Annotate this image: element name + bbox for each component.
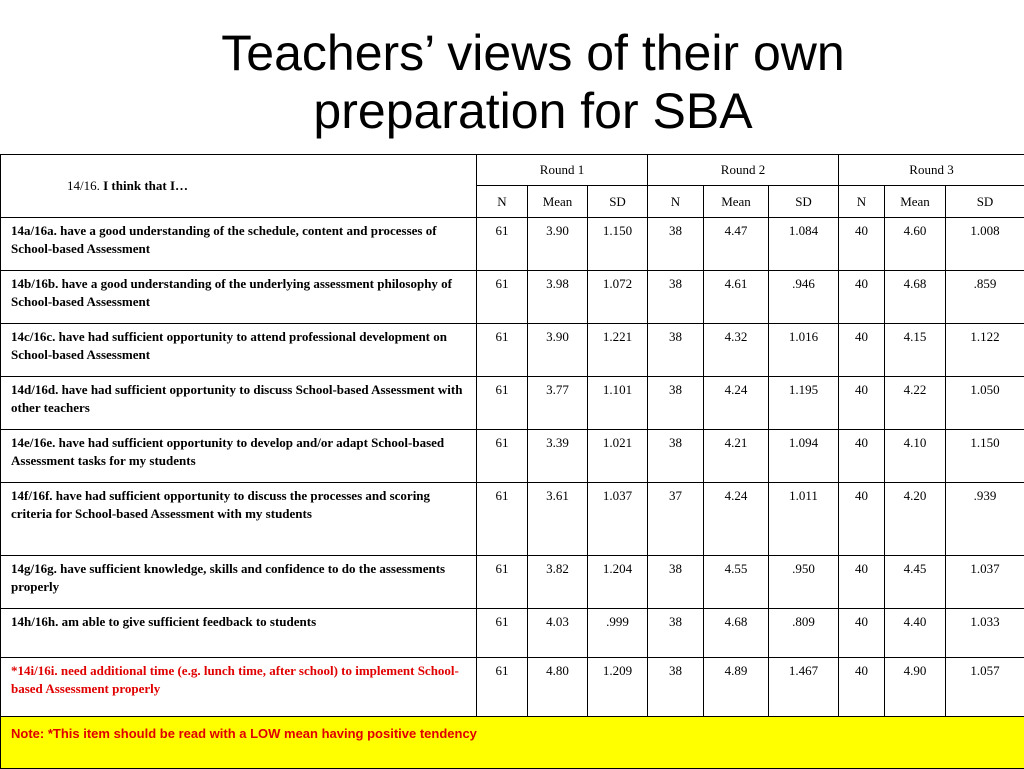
item-description: 14c/16c. have had sufficient opportunity to attend professional development on School-based Assessment: [1, 324, 477, 377]
value-cell: 1.221: [588, 324, 648, 377]
value-cell: 4.22: [885, 377, 946, 430]
value-cell: 4.03: [528, 609, 588, 658]
value-cell: 38: [648, 377, 704, 430]
value-cell: 1.021: [588, 430, 648, 483]
value-cell: 4.20: [885, 483, 946, 556]
table-row: [1, 609, 1024, 658]
value-cell: 40: [839, 556, 885, 609]
value-cell: 61: [477, 658, 528, 717]
value-cell: 61: [477, 609, 528, 658]
value-cell: 38: [648, 324, 704, 377]
value-cell: .939: [946, 483, 1024, 556]
table-row: [1, 271, 1024, 324]
header-item-label: [1, 155, 477, 218]
value-cell: 1.195: [769, 377, 839, 430]
value-cell: 4.68: [704, 609, 769, 658]
value-cell: 4.55: [704, 556, 769, 609]
note-row: [1, 717, 1024, 769]
value-cell: .859: [946, 271, 1024, 324]
value-cell: 3.39: [528, 430, 588, 483]
value-cell: 4.80: [528, 658, 588, 717]
value-cell: 4.90: [885, 658, 946, 717]
column-header: SD: [769, 186, 839, 218]
item-description: *14i/16i. need additional time (e.g. lunch time, after school) to implement School-based Assessment properly: [1, 658, 477, 717]
value-cell: 1.094: [769, 430, 839, 483]
column-header: Mean: [885, 186, 946, 218]
table-body: [1, 218, 1024, 717]
slide-title-line-2: preparation for SBA: [42, 82, 1024, 140]
value-cell: 4.21: [704, 430, 769, 483]
value-cell: 1.150: [588, 218, 648, 271]
column-header: SD: [946, 186, 1024, 218]
value-cell: 1.037: [946, 556, 1024, 609]
table-row: [1, 430, 1024, 483]
round-2-header: Round 2: [648, 155, 839, 186]
value-cell: 1.011: [769, 483, 839, 556]
column-header: N: [839, 186, 885, 218]
item-description: 14f/16f. have had sufficient opportunity to discuss the processes and scoring criteria for School-based Assessment with my students: [1, 483, 477, 556]
table-row: [1, 483, 1024, 556]
value-cell: 1.101: [588, 377, 648, 430]
value-cell: 38: [648, 556, 704, 609]
header-prefix: 14/16.: [67, 178, 103, 193]
note-text: Note: *This item should be read with a LOW mean having positive tendency: [1, 717, 1024, 769]
value-cell: 1.016: [769, 324, 839, 377]
table-row: [1, 324, 1024, 377]
value-cell: 61: [477, 483, 528, 556]
item-description: 14d/16d. have had sufficient opportunity to discuss School-based Assessment with other teachers: [1, 377, 477, 430]
table-row: [1, 377, 1024, 430]
value-cell: 1.467: [769, 658, 839, 717]
slide-title: [0, 24, 1024, 140]
value-cell: .809: [769, 609, 839, 658]
value-cell: 40: [839, 377, 885, 430]
value-cell: 40: [839, 271, 885, 324]
value-cell: .950: [769, 556, 839, 609]
item-description: 14b/16b. have a good understanding of the underlying assessment philosophy of School-based Assessment: [1, 271, 477, 324]
table-row: [1, 218, 1024, 271]
value-cell: 38: [648, 430, 704, 483]
round-1-header: Round 1: [477, 155, 648, 186]
value-cell: 1.084: [769, 218, 839, 271]
value-cell: 4.24: [704, 483, 769, 556]
value-cell: 40: [839, 658, 885, 717]
value-cell: 4.32: [704, 324, 769, 377]
value-cell: 4.47: [704, 218, 769, 271]
value-cell: 61: [477, 218, 528, 271]
header-row-rounds: [1, 155, 1024, 186]
value-cell: 3.90: [528, 218, 588, 271]
value-cell: 1.204: [588, 556, 648, 609]
value-cell: .946: [769, 271, 839, 324]
value-cell: 4.15: [885, 324, 946, 377]
item-description: 14a/16a. have a good understanding of the schedule, content and processes of School-based Assessment: [1, 218, 477, 271]
value-cell: 4.24: [704, 377, 769, 430]
value-cell: 4.60: [885, 218, 946, 271]
value-cell: 38: [648, 271, 704, 324]
value-cell: 61: [477, 430, 528, 483]
column-header: N: [477, 186, 528, 218]
value-cell: 61: [477, 271, 528, 324]
value-cell: 37: [648, 483, 704, 556]
round-3-header: Round 3: [839, 155, 1024, 186]
value-cell: 1.072: [588, 271, 648, 324]
header-label-text: I think that I…: [103, 178, 188, 193]
value-cell: 4.10: [885, 430, 946, 483]
value-cell: 3.82: [528, 556, 588, 609]
value-cell: 1.057: [946, 658, 1024, 717]
value-cell: 40: [839, 430, 885, 483]
value-cell: 40: [839, 609, 885, 658]
value-cell: 1.008: [946, 218, 1024, 271]
column-header: Mean: [704, 186, 769, 218]
value-cell: 4.61: [704, 271, 769, 324]
value-cell: 40: [839, 218, 885, 271]
column-header: SD: [588, 186, 648, 218]
value-cell: 1.209: [588, 658, 648, 717]
value-cell: 4.45: [885, 556, 946, 609]
value-cell: 1.150: [946, 430, 1024, 483]
results-table: [0, 154, 1024, 769]
value-cell: 61: [477, 377, 528, 430]
value-cell: 3.61: [528, 483, 588, 556]
value-cell: 38: [648, 218, 704, 271]
item-description: 14h/16h. am able to give sufficient feedback to students: [1, 609, 477, 658]
column-header: N: [648, 186, 704, 218]
value-cell: 3.98: [528, 271, 588, 324]
value-cell: 61: [477, 556, 528, 609]
value-cell: 1.050: [946, 377, 1024, 430]
value-cell: 61: [477, 324, 528, 377]
value-cell: 1.037: [588, 483, 648, 556]
item-description: 14g/16g. have sufficient knowledge, skills and confidence to do the assessments properly: [1, 556, 477, 609]
slide-title-line-1: Teachers’ views of their own: [42, 24, 1024, 82]
value-cell: 1.122: [946, 324, 1024, 377]
value-cell: .999: [588, 609, 648, 658]
value-cell: 3.90: [528, 324, 588, 377]
value-cell: 40: [839, 483, 885, 556]
value-cell: 1.033: [946, 609, 1024, 658]
value-cell: 3.77: [528, 377, 588, 430]
item-description: 14e/16e. have had sufficient opportunity to develop and/or adapt School-based Assessment tasks for my students: [1, 430, 477, 483]
value-cell: 38: [648, 609, 704, 658]
table-row: [1, 658, 1024, 717]
column-header: Mean: [528, 186, 588, 218]
table-row: [1, 556, 1024, 609]
value-cell: 40: [839, 324, 885, 377]
value-cell: 38: [648, 658, 704, 717]
value-cell: 4.40: [885, 609, 946, 658]
value-cell: 4.68: [885, 271, 946, 324]
value-cell: 4.89: [704, 658, 769, 717]
